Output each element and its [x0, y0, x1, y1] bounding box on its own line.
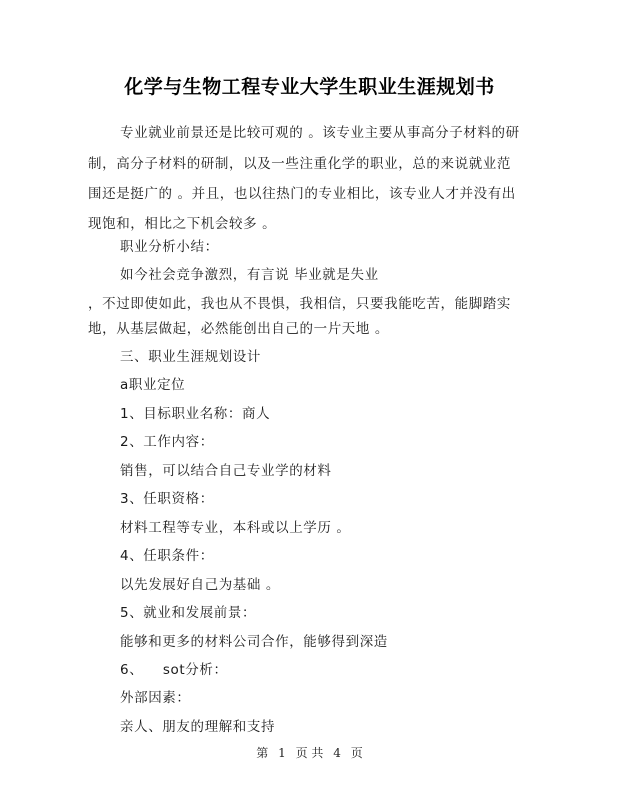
section-heading: 三、职业生涯规划设计 — [120, 349, 261, 365]
list-item: 以先发展好自己为基础 。 — [120, 577, 280, 593]
section-heading: 职业分析小结： — [120, 239, 219, 255]
list-item: 5、就业和发展前景： — [120, 605, 257, 621]
paragraph-line: 如今社会竞争激烈，有言说 毕业就是失业 — [120, 267, 379, 283]
footer-prefix: 第 — [256, 746, 269, 760]
paragraph-line: 围还是挺广的 。并且，也以往热门的专业相比，该专业人才并没有出 — [88, 186, 516, 202]
current-page-number: 1 — [278, 746, 286, 760]
list-item: 材料工程等专业，本科或以上学历 。 — [120, 520, 351, 536]
list-item: 外部因素： — [120, 690, 191, 706]
list-item: 能够和更多的材料公司合作，能够得到深造 — [120, 634, 388, 650]
list-item: 亲人、朋友的理解和支持 — [120, 719, 276, 735]
list-item: 6、 sot分析： — [120, 662, 228, 678]
total-page-count: 4 — [333, 746, 341, 760]
paragraph-line: 现饱和，相比之下机会较多 。 — [88, 216, 277, 232]
document-title: 化学与生物工程专业大学生职业生涯规划书 — [124, 76, 495, 98]
paragraph-line: 制，高分子材料的研制，以及一些注重化学的职业，总的来说就业范 — [88, 156, 511, 172]
list-item: 1、目标职业名称：商人 — [120, 406, 271, 422]
list-item: 销售，可以结合自己专业学的材料 — [120, 463, 332, 479]
footer-suffix: 页 — [350, 746, 363, 760]
list-item: 2、工作内容： — [120, 434, 214, 450]
paragraph-line: 专业就业前景还是比较可观的 。该专业主要从事高分子材料的研 — [120, 125, 520, 141]
list-item: 3、任职资格： — [120, 491, 214, 507]
list-item: 4、任职条件： — [120, 548, 214, 564]
paragraph-line: ，不过即使如此，我也从不畏惧，我相信，只要我能吃苦，能脚踏实 — [88, 296, 511, 312]
footer-mid: 页 共 — [295, 746, 324, 760]
page-footer — [0, 744, 619, 761]
list-item: a职业定位 — [120, 377, 186, 393]
paragraph-line: 地，从基层做起，必然能创出自己的一片天地 。 — [88, 321, 389, 337]
